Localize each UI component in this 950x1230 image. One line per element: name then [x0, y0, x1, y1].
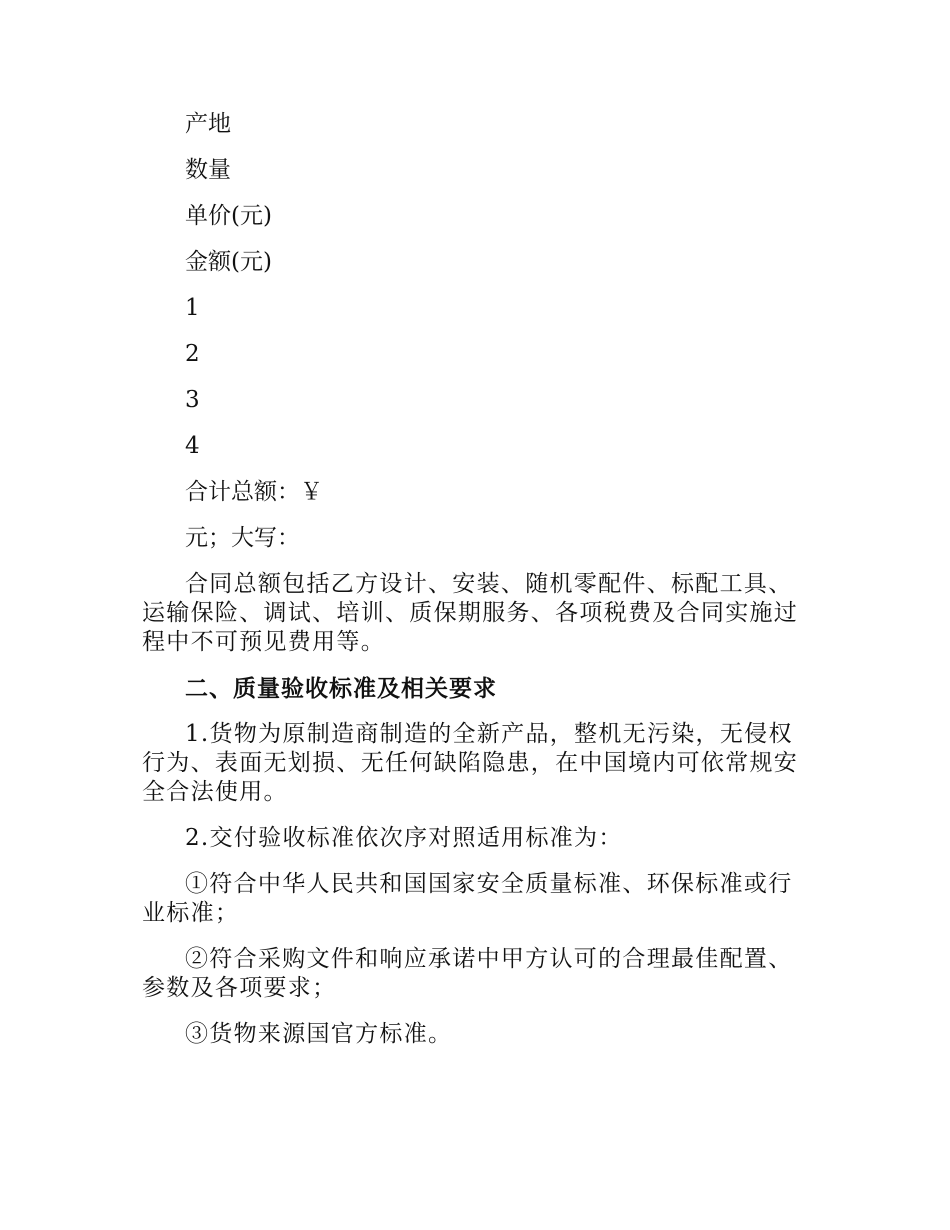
quality-subitem-3: ③货物来源国官方标准。: [185, 1021, 453, 1047]
table-line-amount: 金额(元): [185, 249, 272, 275]
total-amount-note: 合同总额包括乙方设计、安装、随机零配件、标配工具、运输保险、调试、培训、质保期服务、各项税费及合同实施过程中不可预见费用等。: [142, 571, 799, 655]
table-row-number: 3: [185, 387, 200, 413]
document-body: [142, 110, 814, 1066]
section-heading-quality: 二、质量验收标准及相关要求: [185, 675, 497, 702]
table-line-origin: 产地: [185, 111, 231, 137]
quality-item-2: 2.交付验收标准依次序对照适用标准为：: [185, 825, 623, 851]
total-amount-line: 合计总额：￥: [185, 479, 323, 505]
quality-subitem-1: ①符合中华人民共和国国家安全质量标准、环保标准或行业标准；: [142, 871, 793, 926]
table-row-number: 4: [185, 433, 200, 459]
quality-subitem-2: ②符合采购文件和响应承诺中甲方认可的合理最佳配置、参数及各项要求；: [142, 946, 793, 1001]
quality-item-1: 1.货物为原制造商制造的全新产品，整机无污染，无侵权行为、表面无划损、无任何缺陷隐患，在中国境内可依常规安全合法使用。: [142, 721, 799, 805]
table-row-number: 2: [185, 341, 200, 367]
table-line-unit-price: 单价(元): [185, 203, 272, 229]
table-row-number: 1: [185, 295, 200, 321]
total-amount-words-line: 元；大写：: [185, 525, 300, 551]
table-line-quantity: 数量: [185, 157, 231, 183]
